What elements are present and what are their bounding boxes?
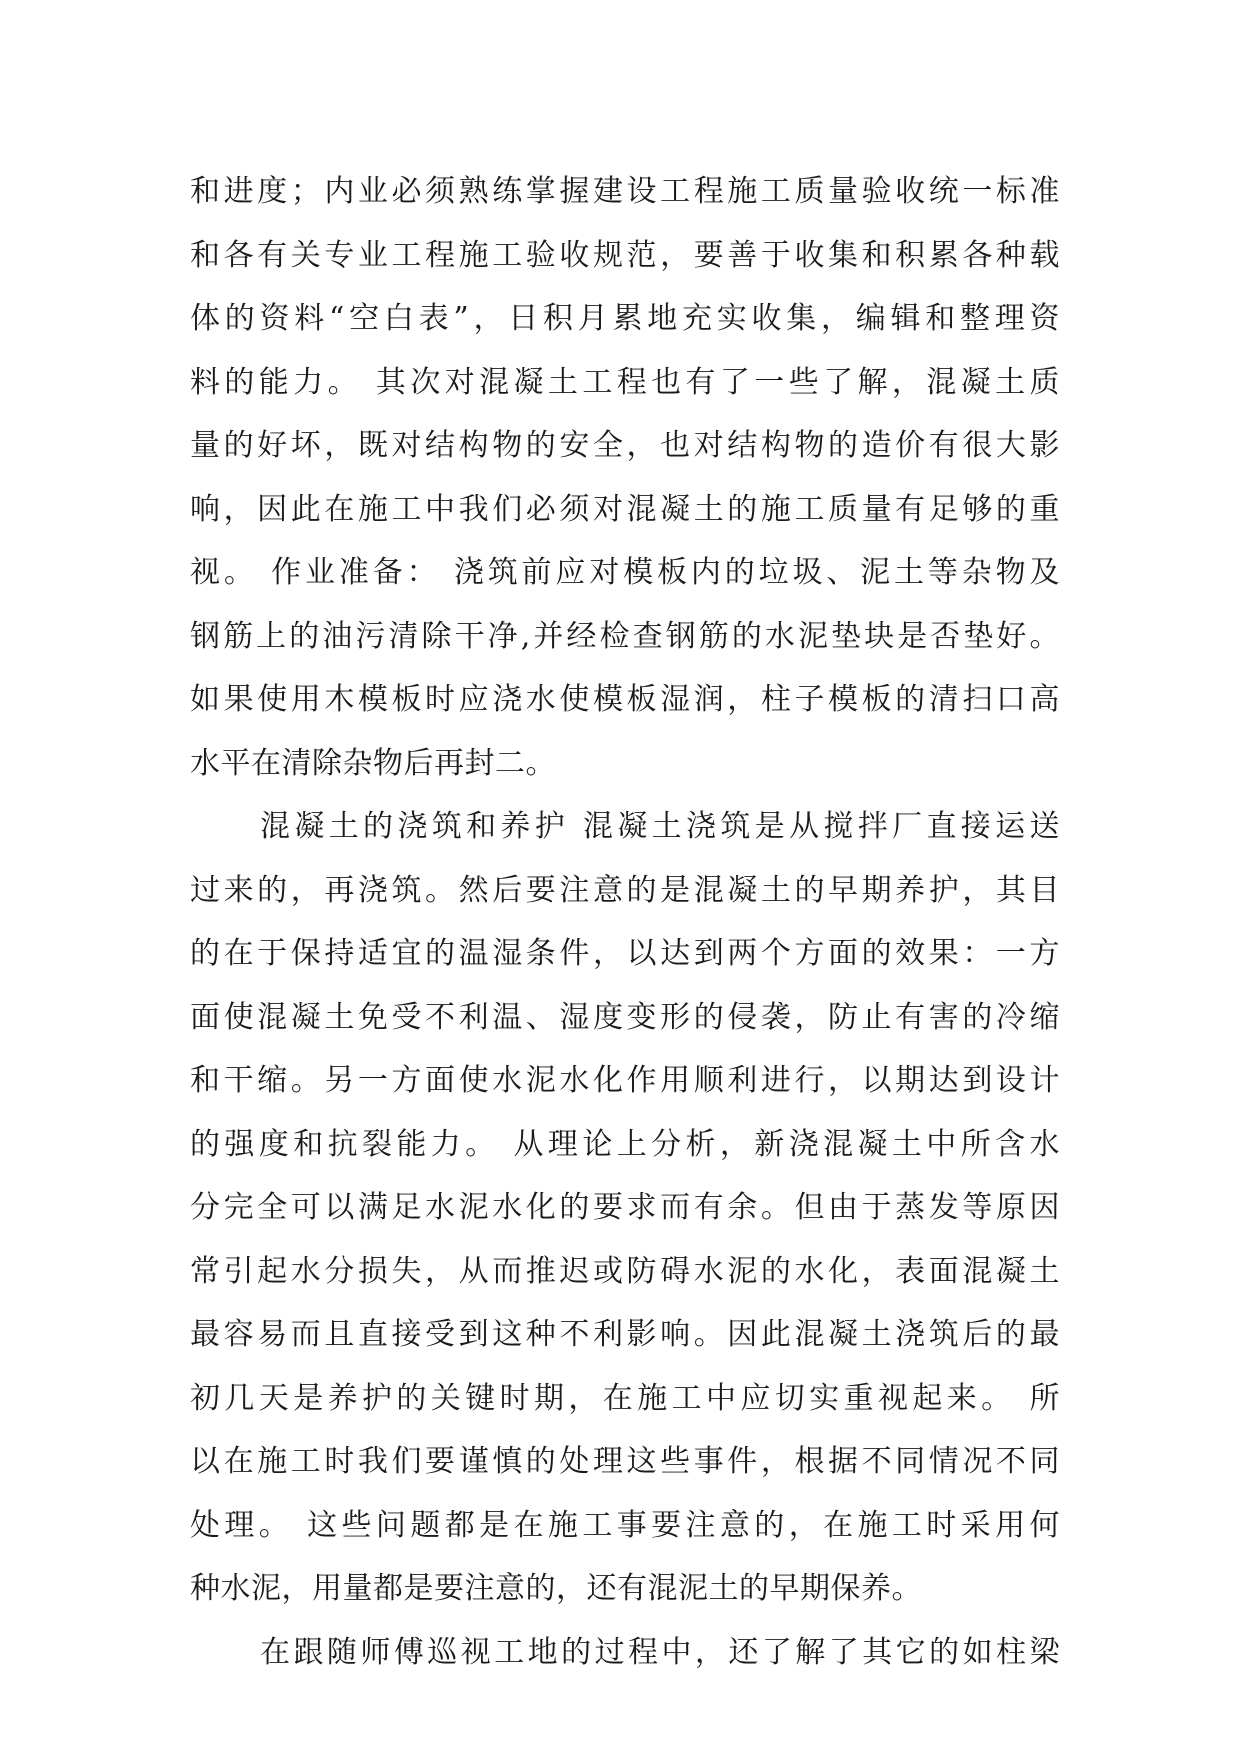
- text-line: 种水泥，用量都是要注意的，还有混泥土的早期保养。: [190, 1571, 922, 1606]
- text-line: 如果使用木模板时应浇水使模板湿润，柱子模板的清扫口高: [190, 682, 1060, 717]
- text-line: 体的资料“空白表”，日积月累地充实收集，编辑和整理资: [190, 301, 1060, 336]
- text-line: 和干缩。另一方面使水泥水化作用顺利进行，以期达到设计: [190, 1063, 1060, 1098]
- body-text: [190, 160, 1060, 1684]
- text-line: 和进度；内业必须熟练掌握建设工程施工质量验收统一标准: [190, 174, 1060, 209]
- text-line: 钢筋上的油污清除干净,并经检查钢筋的水泥垫块是否垫好。: [190, 618, 1060, 654]
- text-line: 过来的，再浇筑。然后要注意的是混凝土的早期养护，其目: [190, 872, 1060, 908]
- text-line: 面使混凝土免受不利温、湿度变形的侵袭，防止有害的冷缩: [190, 999, 1060, 1035]
- text-line: 视。 作业准备： 浇筑前应对模板内的垃圾、泥土等杂物及: [190, 555, 1060, 590]
- text-line: 初几天是养护的关键时期，在施工中应切实重视起来。 所: [190, 1380, 1060, 1416]
- text-line: 常引起水分损失，从而推迟或防碍水泥的水化，表面混凝土: [190, 1253, 1060, 1289]
- text-line: 响，因此在施工中我们必须对混凝土的施工质量有足够的重: [190, 491, 1060, 527]
- paragraph-start-line: 混凝土的浇筑和养护 混凝土浇筑是从搅拌厂直接运送: [260, 809, 1060, 844]
- text-line: 以在施工时我们要谨慎的处理这些事件，根据不同情况不同: [190, 1444, 1060, 1479]
- text-line: 和各有关专业工程施工验收规范，要善于收集和积累各种载: [190, 237, 1060, 273]
- text-line: 的强度和抗裂能力。 从理论上分析，新浇混凝土中所含水: [190, 1126, 1060, 1162]
- paragraph-start-line: 在跟随师傅巡视工地的过程中，还了解了其它的如柱梁: [260, 1634, 1060, 1670]
- text-line: 分完全可以满足水泥水化的要求而有余。但由于蒸发等原因: [190, 1190, 1060, 1225]
- text-line: 量的好坏，既对结构物的安全，也对结构物的造价有很大影: [190, 428, 1060, 463]
- text-line: 处理。 这些问题都是在施工事要注意的，在施工时采用何: [190, 1507, 1060, 1543]
- text-line: 料的能力。 其次对混凝土工程也有了一些了解，混凝土质: [190, 364, 1060, 400]
- text-line: 水平在清除杂物后再封二。: [190, 745, 556, 781]
- text-line: 最容易而且直接受到这种不利影响。因此混凝土浇筑后的最: [190, 1317, 1060, 1352]
- text-line: 的在于保持适宜的温湿条件，以达到两个方面的效果：一方: [190, 936, 1060, 971]
